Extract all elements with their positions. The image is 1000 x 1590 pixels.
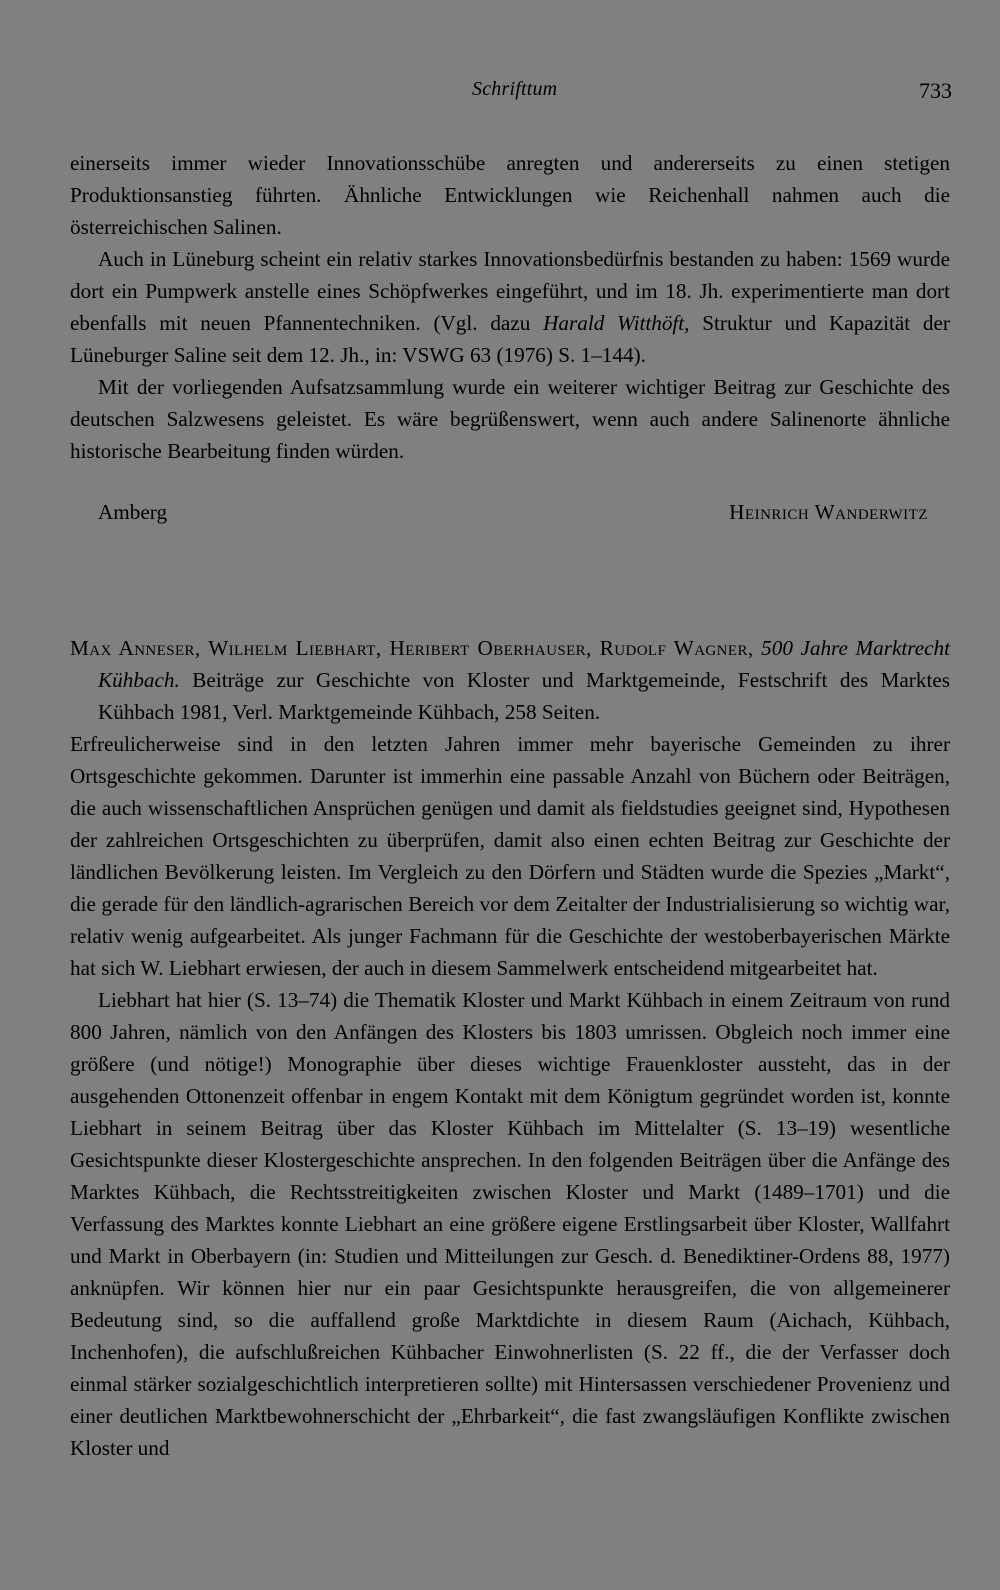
text-run: Struktur und Kapazität der Lüneburger Saline seit dem 12. Jh., in: VSWG 63 (1976) S. 1–144).: [70, 311, 950, 367]
book-details: Beiträge zur Geschichte von Kloster und Marktgemeinde, Festschrift des Marktes Kühbach 1981, Verl. Marktgemeinde Kühbach, 258 Seiten.: [98, 668, 950, 724]
page-number: 733: [919, 78, 952, 103]
text-run: Auch in Lüneburg scheint ein relativ starkes Innovationsbedürfnis bestanden zu haben: 1569 wurde dort ein Pumpwerk anstelle eines Schöpfwerkes eingeführt, und im 18. Jh. experimentierte man dort ebenfalls mit neuen Pfannentechniken. (Vgl. dazu: [70, 247, 950, 335]
book-title: 500 Jahre Marktrecht Kühbach.: [98, 636, 951, 692]
review-body: [70, 728, 950, 1464]
reviewer-name: Heinrich Wanderwitz: [729, 500, 928, 524]
paragraph: Erfreulicherweise sind in den letzten Jahren immer mehr bayerische Gemeinden zu ihrer Ortsgeschichte gekommen. Darunter ist immerhin eine passable Anzahl von Büchern oder Beiträgen, die auch wissenschaftlichen Ansprüchen genügen und damit als fieldstudies geeignet sind, Hypothesen der zahlreichen Ortsgeschichten zu überprüfen, damit also einen echten Beitrag zur Geschichte der ländlichen Bevölkerung leisten. Im Vergleich zu den Dörfern und Städten wurde die Spezies „Markt“, die gerade für den ländlich-agrarischen Bereich vor dem Zeitalter der Industrialisierung so wichtig war, relativ wenig aufgearbeitet. Als junger Fachmann für die Geschichte der westoberbayerischen Märkte hat sich W. Liebhart erwiesen, der auch in diesem Sammelwerk entscheidend mitgearbeitet hat.: [70, 732, 950, 980]
running-title: Schrifttum: [472, 78, 558, 100]
paragraph: Liebhart hat hier (S. 13–74) die Thematik Kloster und Markt Kühbach in einem Zeitraum von rund 800 Jahren, nämlich von den Anfängen des Klosters bis 1803 umrissen. Obgleich noch immer eine größere (und nötige!) Monographie über dieses wichtige Frauenkloster aussteht, das in der ausgehenden Ottonenzeit offenbar in engem Kontakt mit dem Königtum gegründet worden ist, konnte Liebhart in seinem Beitrag über das Kloster Kühbach im Mittelalter (S. 13–19) wesentliche Gesichtspunkte dieser Klostergeschichte ansprechen. In den folgenden Beiträgen über die Anfänge des Marktes Kühbach, die Rechtsstreitigkeiten zwischen Kloster und Markt (1489–1701) und die Verfassung des Marktes konnte Liebhart an eine größere eigene Erstlingsarbeit über Kloster, Wallfahrt und Markt in Oberbayern (in: Studien und Mitteilungen zur Gesch. d. Benediktiner-Ordens 88, 1977) anknüpfen. Wir können hier nur ein paar Gesichtspunkte herausgreifen, die von allgemeinerer Bedeutung sind, so die auffallend große Marktdichte in diesem Raum (Aichach, Kühbach, Inchenhofen), die aufschlußreichen Kühbacher Einwohnerlisten (S. 22 ff., die der Verfasser doch einmal stärker sozialgeschichtlich interpretieren sollte) mit Hintersassen verschiedener Provenienz und einer deutlichen Marktbewohnerschicht der „Ehrbarkeit“, die fast zwangsläufigen Konflikte zwischen Kloster und: [70, 988, 950, 1460]
paragraph: [70, 243, 950, 371]
paragraph: Mit der vorliegenden Aufsatzsammlung wurde ein weiterer wichtiger Beitrag zur Geschichte des deutschen Salzwesens geleistet. Es wäre begrüßenswert, wenn auch andere Salinenorte ähnliche historische Bearbeitung finden würden.: [70, 375, 950, 463]
bibliographic-entry: [70, 632, 950, 728]
review-continuation: [70, 147, 950, 467]
book-authors: Max Anneser, Wilhelm Liebhart, Heribert Oberhauser, Rudolf Wagner,: [70, 636, 754, 660]
paragraph: einerseits immer wieder Innovationsschübe anregten und andererseits zu einen stetigen Produktionsanstieg führten. Ähnliche Entwicklungen wie Reichenhall nahmen auch die österreichischen Salinen.: [70, 151, 950, 239]
cited-author: Harald Witthöft,: [543, 311, 690, 335]
signature-place: Amberg: [98, 500, 168, 524]
